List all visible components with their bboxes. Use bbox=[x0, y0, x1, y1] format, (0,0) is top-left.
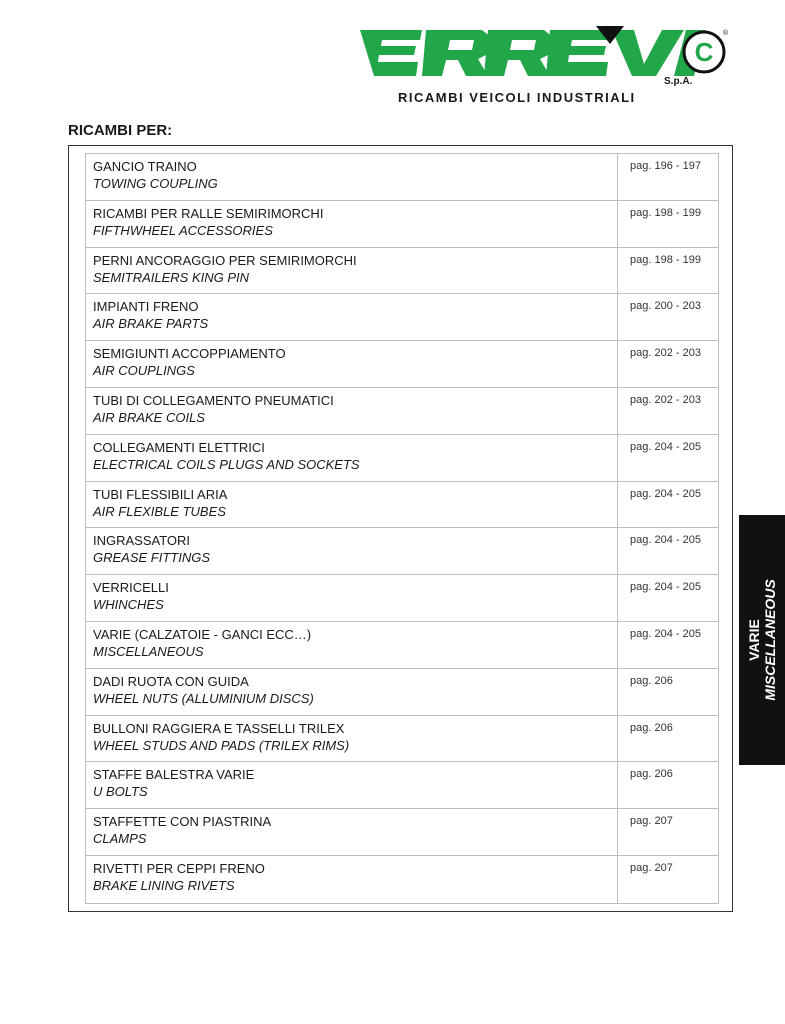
table-row bbox=[86, 716, 718, 763]
row-title-english: U BOLTS bbox=[93, 784, 148, 800]
row-page-reference: pag. 204 - 205 bbox=[630, 440, 701, 453]
row-description bbox=[86, 388, 618, 434]
row-title-italian: STAFFE BALESTRA VARIE bbox=[93, 767, 255, 783]
row-description bbox=[86, 294, 618, 340]
row-page-reference: pag. 200 - 203 bbox=[630, 300, 701, 313]
row-title-english: AIR BRAKE COILS bbox=[93, 409, 205, 425]
row-title-italian: DADI RUOTA CON GUIDA bbox=[93, 673, 249, 689]
row-title-english: WHEEL STUDS AND PADS (TRILEX RIMS) bbox=[93, 737, 350, 753]
row-title-italian: RIVETTI PER CEPPI FRENO bbox=[93, 860, 265, 876]
row-title-english: BRAKE LINING RIVETS bbox=[93, 877, 235, 893]
row-title-italian: SEMIGIUNTI ACCOPPIAMENTO bbox=[93, 346, 286, 362]
row-title-english: SEMITRAILERS KING PIN bbox=[93, 269, 250, 285]
row-page-reference: pag. 206 bbox=[630, 768, 673, 781]
row-title-english: AIR FLEXIBLE TUBES bbox=[93, 503, 226, 519]
row-description bbox=[86, 856, 618, 903]
row-description bbox=[86, 154, 618, 200]
row-title-italian: IMPIANTI FRENO bbox=[93, 299, 199, 315]
row-title-english: WHINCHES bbox=[93, 597, 164, 613]
table-row bbox=[86, 762, 718, 809]
table-row bbox=[86, 435, 718, 482]
row-title-italian: VARIE (CALZATOIE - GANCI ECC…) bbox=[93, 626, 312, 642]
row-title-italian: PERNI ANCORAGGIO PER SEMIRIMORCHI bbox=[93, 252, 357, 268]
section-title: RICAMBI PER: bbox=[68, 122, 173, 139]
table-row bbox=[86, 575, 718, 622]
row-page-reference: pag. 207 bbox=[630, 815, 673, 828]
table-row bbox=[86, 294, 718, 341]
row-title-english: TOWING COUPLING bbox=[93, 176, 218, 191]
side-tab-title-en: MISCELLANEOUS bbox=[762, 579, 778, 701]
row-page-reference: pag. 204 - 205 bbox=[630, 534, 701, 547]
company-tagline: RICAMBI VEICOLI INDUSTRIALI bbox=[398, 90, 636, 105]
row-page-reference: pag. 204 - 205 bbox=[630, 487, 701, 500]
row-description bbox=[86, 622, 618, 668]
row-description bbox=[86, 762, 618, 808]
row-title-english: AIR COUPLINGS bbox=[93, 363, 195, 379]
row-title-english: FIFTHWHEEL ACCESSORIES bbox=[93, 222, 273, 238]
table-row bbox=[86, 388, 718, 435]
row-description bbox=[86, 809, 618, 855]
row-page-reference: pag. 207 bbox=[630, 861, 673, 874]
row-title-english: GREASE FITTINGS bbox=[93, 550, 211, 566]
row-description bbox=[86, 201, 618, 247]
row-page-reference: pag. 198 - 199 bbox=[630, 253, 701, 266]
table-row bbox=[86, 341, 718, 388]
table-row bbox=[86, 482, 718, 529]
row-title-english: CLAMPS bbox=[93, 831, 147, 847]
row-page-reference: pag. 206 bbox=[630, 721, 673, 734]
side-tab-title-it: VARIE bbox=[746, 619, 762, 661]
row-description bbox=[86, 248, 618, 294]
table-row bbox=[86, 528, 718, 575]
row-page-reference: pag. 204 - 205 bbox=[630, 581, 701, 594]
row-description bbox=[86, 482, 618, 528]
row-title-english: ELECTRICAL COILS PLUGS AND SOCKETS bbox=[93, 456, 360, 472]
row-title-italian: INGRASSATORI bbox=[93, 533, 191, 549]
row-page-reference: pag. 196 - 197 bbox=[630, 160, 701, 172]
row-description bbox=[86, 669, 618, 715]
parts-index-table bbox=[85, 153, 719, 904]
row-description bbox=[86, 435, 618, 481]
row-page-reference: pag. 206 bbox=[630, 674, 673, 687]
row-title-italian: BULLONI RAGGIERA E TASSELLI TRILEX bbox=[93, 720, 345, 736]
row-title-italian: VERRICELLI bbox=[93, 580, 169, 596]
row-title-italian: GANCIO TRAINO bbox=[93, 159, 197, 174]
svg-text:®: ® bbox=[723, 30, 729, 37]
table-row bbox=[86, 622, 718, 669]
row-page-reference: pag. 204 - 205 bbox=[630, 627, 701, 640]
row-page-reference: pag. 202 - 203 bbox=[630, 347, 701, 360]
row-title-italian: TUBI DI COLLEGAMENTO PNEUMATICI bbox=[93, 392, 334, 408]
row-title-italian: STAFFETTE CON PIASTRINA bbox=[93, 814, 272, 830]
row-title-english: MISCELLANEOUS bbox=[93, 643, 204, 659]
row-title-english: AIR BRAKE PARTS bbox=[93, 316, 209, 332]
table-row bbox=[86, 248, 718, 295]
table-row bbox=[86, 856, 718, 903]
row-description bbox=[86, 341, 618, 387]
row-title-italian: TUBI FLESSIBILI ARIA bbox=[93, 486, 228, 502]
row-description bbox=[86, 716, 618, 762]
svg-text:C: C bbox=[694, 37, 714, 67]
row-description bbox=[86, 575, 618, 621]
table-row bbox=[86, 669, 718, 716]
row-page-reference: pag. 202 - 203 bbox=[630, 393, 701, 406]
row-title-italian: RICAMBI PER RALLE SEMIRIMORCHI bbox=[93, 205, 324, 221]
row-title-english: WHEEL NUTS (ALLUMINIUM DISCS) bbox=[93, 690, 314, 706]
row-page-reference: pag. 198 - 199 bbox=[630, 206, 701, 219]
company-suffix: S.p.A. bbox=[664, 76, 693, 87]
table-row bbox=[86, 809, 718, 856]
row-title-italian: COLLEGAMENTI ELETTRICI bbox=[93, 439, 265, 455]
table-row bbox=[86, 201, 718, 248]
row-description bbox=[86, 528, 618, 574]
side-tab-label bbox=[746, 579, 778, 700]
section-side-tab bbox=[739, 515, 785, 765]
table-row bbox=[86, 154, 718, 201]
